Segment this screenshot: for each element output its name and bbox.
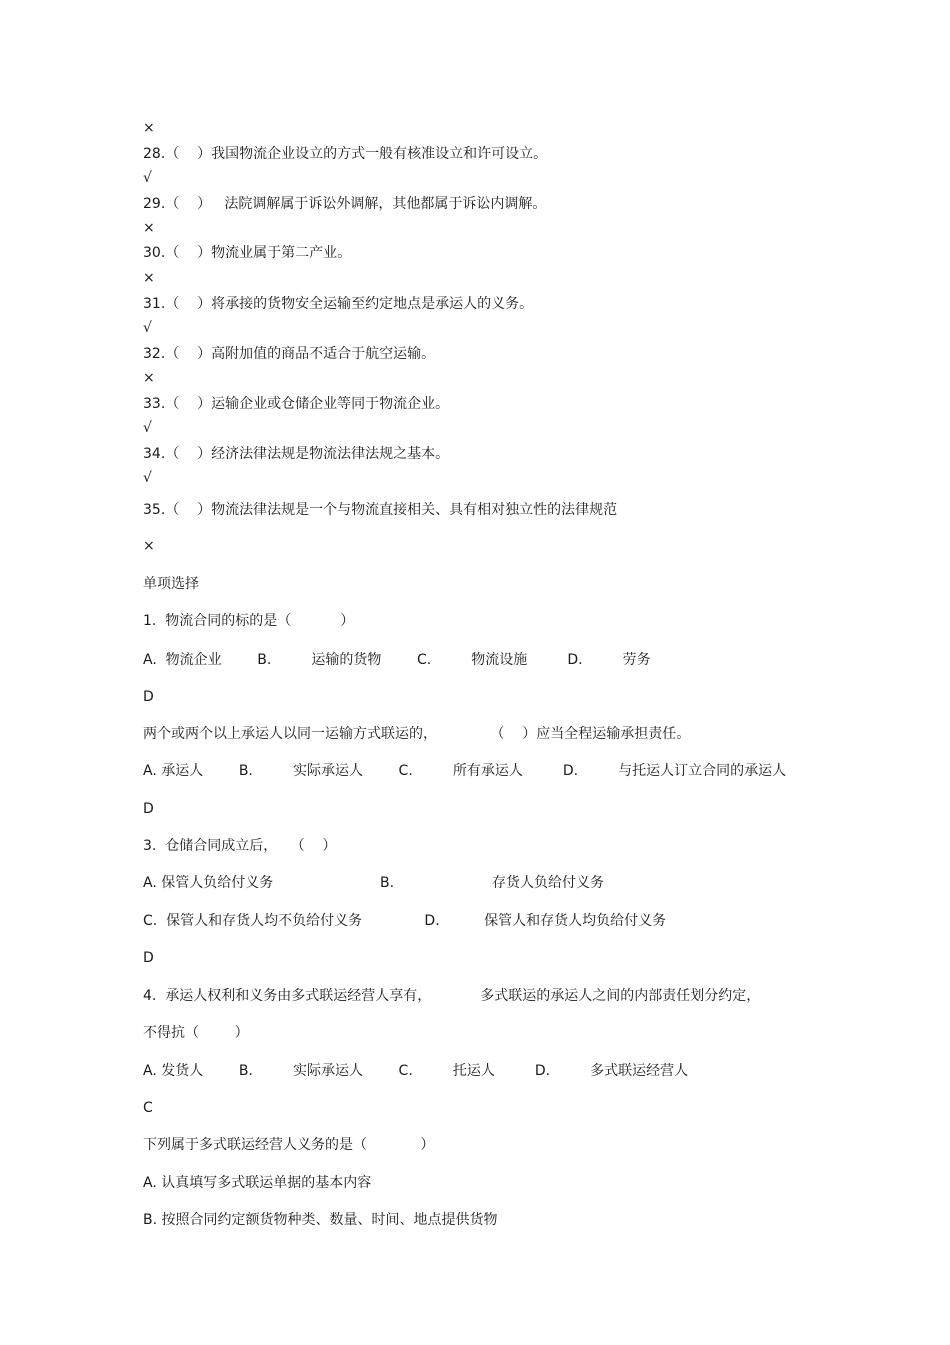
question-31: 31.（ ）将承接的货物安全运输至约定地点是承运人的义务。 bbox=[143, 296, 534, 312]
mc-question-3: 3. 仓储合同成立后， （ ） bbox=[143, 838, 337, 854]
answer-mark: √ bbox=[143, 170, 152, 186]
answer-mark: √ bbox=[143, 320, 152, 336]
answer-mark: × bbox=[143, 120, 155, 136]
mc-answer-3: D bbox=[143, 950, 154, 966]
question-30: 30.（ ）物流业属于第二产业。 bbox=[143, 245, 352, 261]
mc-options-1: A. 物流企业 B. 运输的货物 C. 物流设施 D. 劳务 bbox=[143, 652, 651, 668]
mc-options-3-cd: C. 保管人和存货人均不负给付义务 D. 保管人和存货人均负给付义务 bbox=[143, 913, 667, 929]
mc-answer-1: D bbox=[143, 689, 154, 705]
mc-options-3-ab: A. 保管人负给付义务 B. 存货人负给付义务 bbox=[143, 875, 604, 891]
answer-mark: × bbox=[143, 270, 155, 286]
question-34: 34.（ ）经济法律法规是物流法律法规之基本。 bbox=[143, 446, 450, 462]
section-heading: 单项选择 bbox=[143, 576, 199, 592]
mc-answer-4: C bbox=[143, 1100, 153, 1116]
question-29: 29.（ ） 法院调解属于诉讼外调解，其他都属于诉讼内调解。 bbox=[143, 196, 547, 212]
answer-mark: √ bbox=[143, 420, 152, 436]
mc-question-5: 下列属于多式联运经营人义务的是（ ） bbox=[143, 1137, 435, 1153]
mc-question-4: 4. 承运人权利和义务由多式联运经营人享有， 多式联运的承运人之间的内部责任划分约定， bbox=[143, 988, 761, 1004]
question-35: 35.（ ）物流法律法规是一个与物流直接相关、具有相对独立性的法律规范 bbox=[143, 502, 618, 518]
mc-question-2: 两个或两个以上承运人以同一运输方式联运的， （ ）应当全程运输承担责任。 bbox=[143, 726, 691, 742]
answer-mark: × bbox=[143, 370, 155, 386]
question-32: 32.（ ）高附加值的商品不适合于航空运输。 bbox=[143, 346, 436, 362]
question-33: 33.（ ）运输企业或仓储企业等同于物流企业。 bbox=[143, 396, 450, 412]
mc-answer-2: D bbox=[143, 801, 154, 817]
mc-question-1: 1. 物流合同的标的是（ ） bbox=[143, 613, 355, 629]
answer-mark: √ bbox=[143, 470, 152, 486]
mc-option-5b: B. 按照合同约定额货物种类、数量、时间、地点提供货物 bbox=[143, 1212, 498, 1228]
mc-option-5a: A. 认真填写多式联运单据的基本内容 bbox=[143, 1175, 372, 1191]
question-28: 28.（ ）我国物流企业设立的方式一般有核准设立和许可设立。 bbox=[143, 146, 548, 162]
answer-mark: × bbox=[143, 220, 155, 236]
answer-mark: × bbox=[143, 538, 155, 554]
mc-question-4-cont: 不得抗（ ） bbox=[143, 1025, 249, 1041]
mc-options-4: A. 发货人 B. 实际承运人 C. 托运人 D. 多式联运经营人 bbox=[143, 1063, 689, 1079]
mc-options-2: A. 承运人 B. 实际承运人 C. 所有承运人 D. 与托运人订立合同的承运人 bbox=[143, 763, 787, 779]
